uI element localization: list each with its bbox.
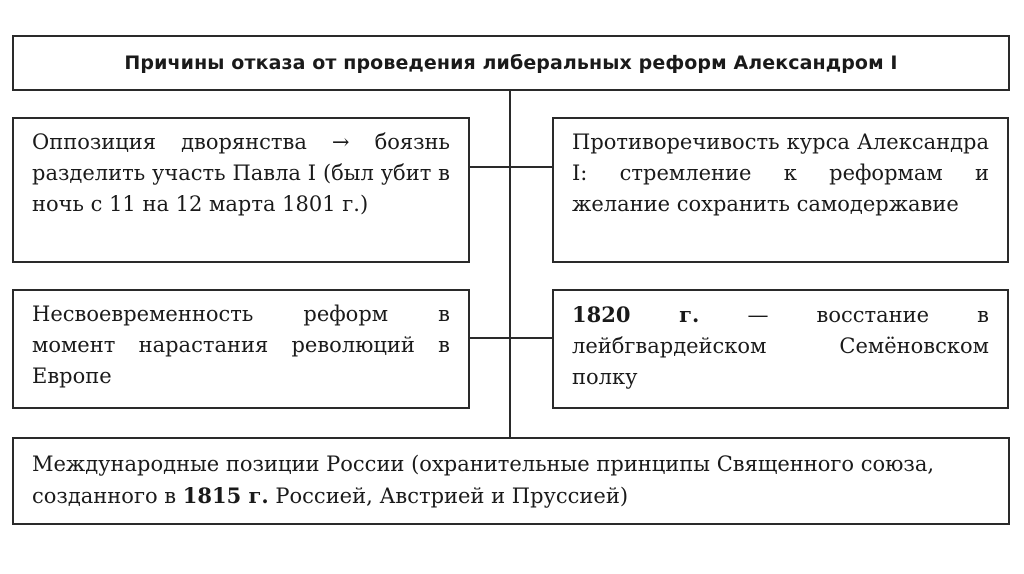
middle-row-connector-line <box>470 337 552 339</box>
holy-alliance-year: 1815 г. <box>182 483 269 508</box>
central-connector-line <box>509 91 511 437</box>
top-row-connector-line <box>470 166 552 168</box>
semenovsky-uprising-year: 1820 г. <box>572 302 700 327</box>
cause-semenovsky-uprising-box <box>552 289 1009 409</box>
cause-untimely-reforms-box <box>12 289 470 409</box>
cause-nobility-opposition-box <box>12 117 470 263</box>
cause-nobility-opposition-text: Оппозиция дворянства → боязнь разделить участь Павла I (был убит в ночь с 11 на 12 марта 1801 г.) <box>32 130 450 216</box>
cause-contradictory-course-box <box>552 117 1009 263</box>
cause-contradictory-course-text: Противоречивость курса Александра I: стремление к реформам и желание сохранить самодержавие <box>572 130 989 216</box>
cause-untimely-reforms-text: Несвоевременность реформ в момент нарастания революций в Европе <box>32 302 450 388</box>
diagram-title: Причины отказа от проведения либеральных реформ Александром I <box>124 51 898 74</box>
semenovsky-uprising-text: — восстание в лейбгвардейском Семёновском полку <box>572 303 989 389</box>
diagram-title-box <box>12 35 1010 91</box>
cause-international-position-box <box>12 437 1010 525</box>
international-position-text-before: Международные позиции России (охранительные принципы Священного союза, созданного в <box>32 452 935 508</box>
international-position-text-after: Россией, Австрией и Пруссией) <box>268 484 629 508</box>
